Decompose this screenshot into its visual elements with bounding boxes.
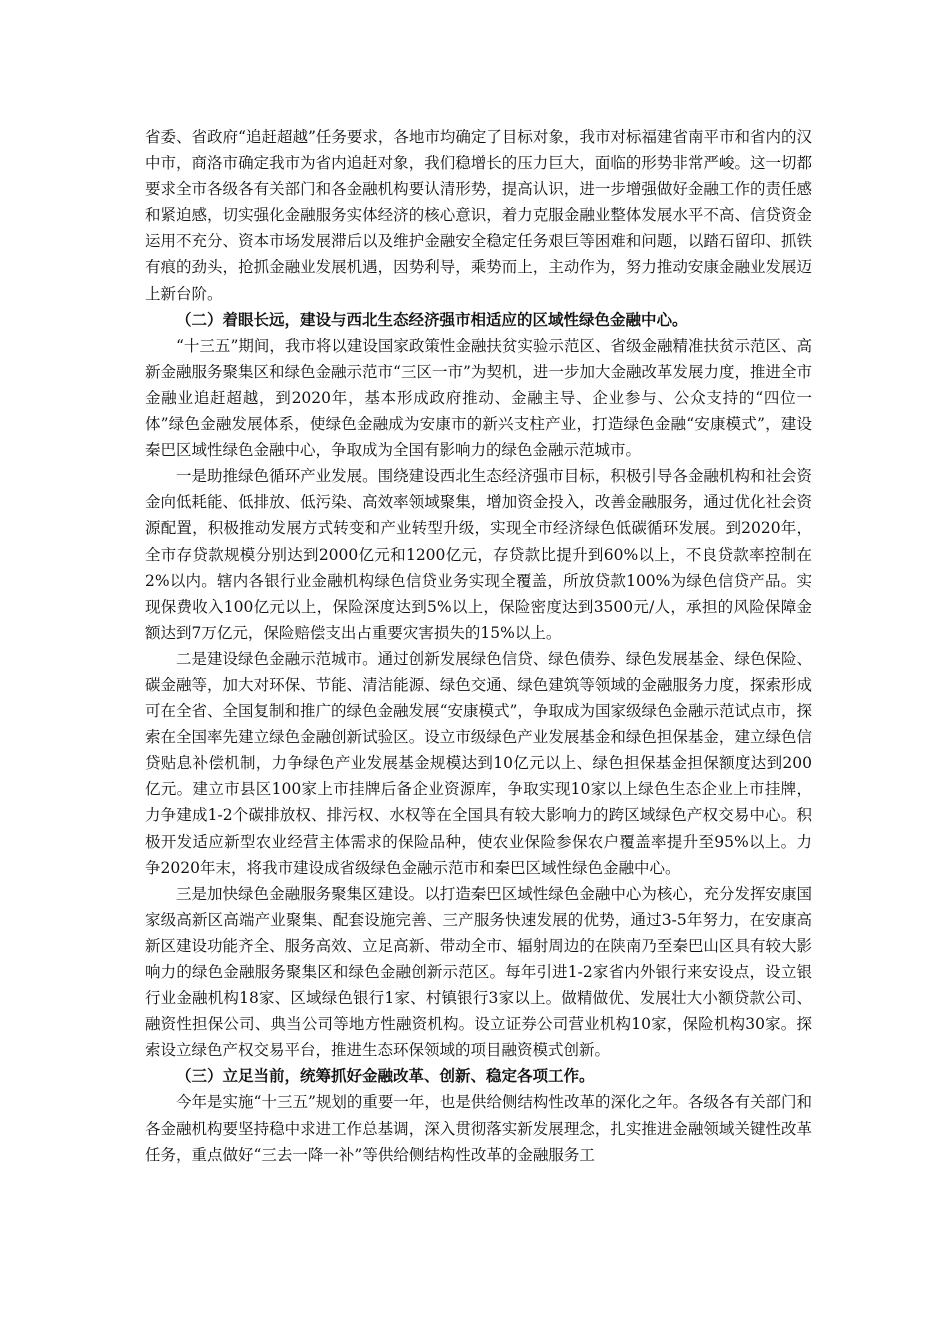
paragraph-thirteenth-five-year-plan: “十三五”期间，我市将以建设国家政策性金融扶贫实验示范区、省级金融精准扶贫示范区、高新金融服务聚集区和绿色金融示范市“三区一市”为契机，进一步加大金融改革发展力度，推进全市金融业追赶超越，到2020年，基本形成政府推动、金融主导、企业参与、公众支持的“四位一体”绿色金融发展体系，使绿色金融成为安康市的新兴支柱产业，打造绿色金融“安康模式”，建设秦巴区域性绿色金融中心，争取成为全国有影响力的绿色金融示范城市。 [145, 336, 812, 460]
section-heading-2: （二）着眼长远，建设与西北生态经济强市相适应的区域性绿色金融中心。 [176, 310, 688, 329]
document-body [145, 124, 812, 1168]
paragraph-continuation: 省委、省政府“追赶超越”任务要求，各地市均确定了目标对象，我市对标福建省南平市和省内的汉中市，商洛市确定我市为省内追赶对象，我们稳增长的压力巨大，面临的形势非常严峻。这一切都要求全市各级各有关部门和各金融机构要认清形势，提高认识，进一步增强做好金融工作的责任感和紧迫感，切实强化金融服务实体经济的核心意识，着力克服金融业整体发展水平不高、信贷资金运用不充分、资本市场发展滞后以及维护金融安全稳定任务艰巨等困难和问题，以踏石留印、抓铁有痕的劲头，抢抓金融业发展机遇，因势利导，乘势而上，主动作为，努力推动安康金融业发展迈上新台阶。 [145, 128, 812, 303]
paragraph-this-year: 今年是实施“十三五”规划的重要一年，也是供给侧结构性改革的深化之年。各级各有关部门和各金融机构要坚持稳中求进工作总基调，深入贯彻落实新发展理念，扎实推进金融领域关键性改革任务，重点做好“三去一降一补”等供给侧结构性改革的金融服务工 [145, 1093, 812, 1164]
section-heading-3: （三）立足当前，统筹抓好金融改革、创新、稳定各项工作。 [176, 1067, 595, 1086]
paragraph-green-circular-industry: 一是助推绿色循环产业发展。围绕建设西北生态经济强市目标，积极引导各金融机构和社会资金向低耗能、低排放、低污染、高效率领域聚集，增加资金投入，改善金融服务，通过优化社会资源配置，积极推动发展方式转变和产业转型升级，实现全市经济绿色低碳循环发展。到2020年，全市存贷款规模分别达到2000亿元和1200亿元，存贷款比提升到60%以上，不良贷款率控制在2%以内。辖内各银行业金融机构绿色信贷业务实现全覆盖，所放贷款100%为绿色信贷产品。实现保费收入100亿元以上，保险深度达到5%以上，保险密度达到3500元/人，承担的风险保障金额达到7万亿元，保险赔偿支出占重要灾害损失的15%以上。 [145, 467, 812, 642]
paragraph-green-finance-demo-city: 二是建设绿色金融示范城市。通过创新发展绿色信贷、绿色债券、绿色发展基金、绿色保险、碳金融等，加大对环保、节能、清洁能源、绿色交通、绿色建筑等领域的金融服务力度，探索形成可在全省、全国复制和推广的绿色金融发展“安康模式”，争取成为国家级绿色金融示范试点市，探索在全国率先建立绿色金融创新试验区。设立市级绿色产业发展基金和绿色担保基金，建立绿色信贷贴息补偿机制，力争绿色产业发展基金规模达到10亿元以上、绿色担保基金担保额度达到200亿元。建立市县区100家上市挂牌后备企业资源库，争取实现10家以上绿色生态企业上市挂牌，力争建成1-2个碳排放权、排污权、水权等在全国具有较大影响力的跨区域绿色产权交易中心。积极开发适应新型农业经营主体需求的保险品种，使农业保险参保农户覆盖率提升至95%以上。力争2020年末，将我市建设成省级绿色金融示范市和秦巴区域性绿色金融中心。 [145, 649, 812, 877]
paragraph-green-finance-cluster: 三是加快绿色金融服务聚集区建设。以打造秦巴区域性绿色金融中心为核心，充分发挥安康国家级高新区高端产业聚集、配套设施完善、三产服务快速发展的优势，通过3-5年努力，在安康高新区建设功能齐全、服务高效、立足高新、带动全市、辐射周边的在陕南乃至秦巴山区具有较大影响力的绿色金融服务聚集区和绿色金融创新示范区。每年引进1-2家省内外银行来安设点，设立银行业金融机构18家、区域绿色银行1家、村镇银行3家以上。做精做优、发展壮大小额贷款公司、融资性担保公司、典当公司等地方性融资机构。设立证券公司营业机构10家，保险机构30家。探索设立绿色产权交易平台，推进生态环保领域的项目融资模式创新。 [145, 884, 812, 1060]
